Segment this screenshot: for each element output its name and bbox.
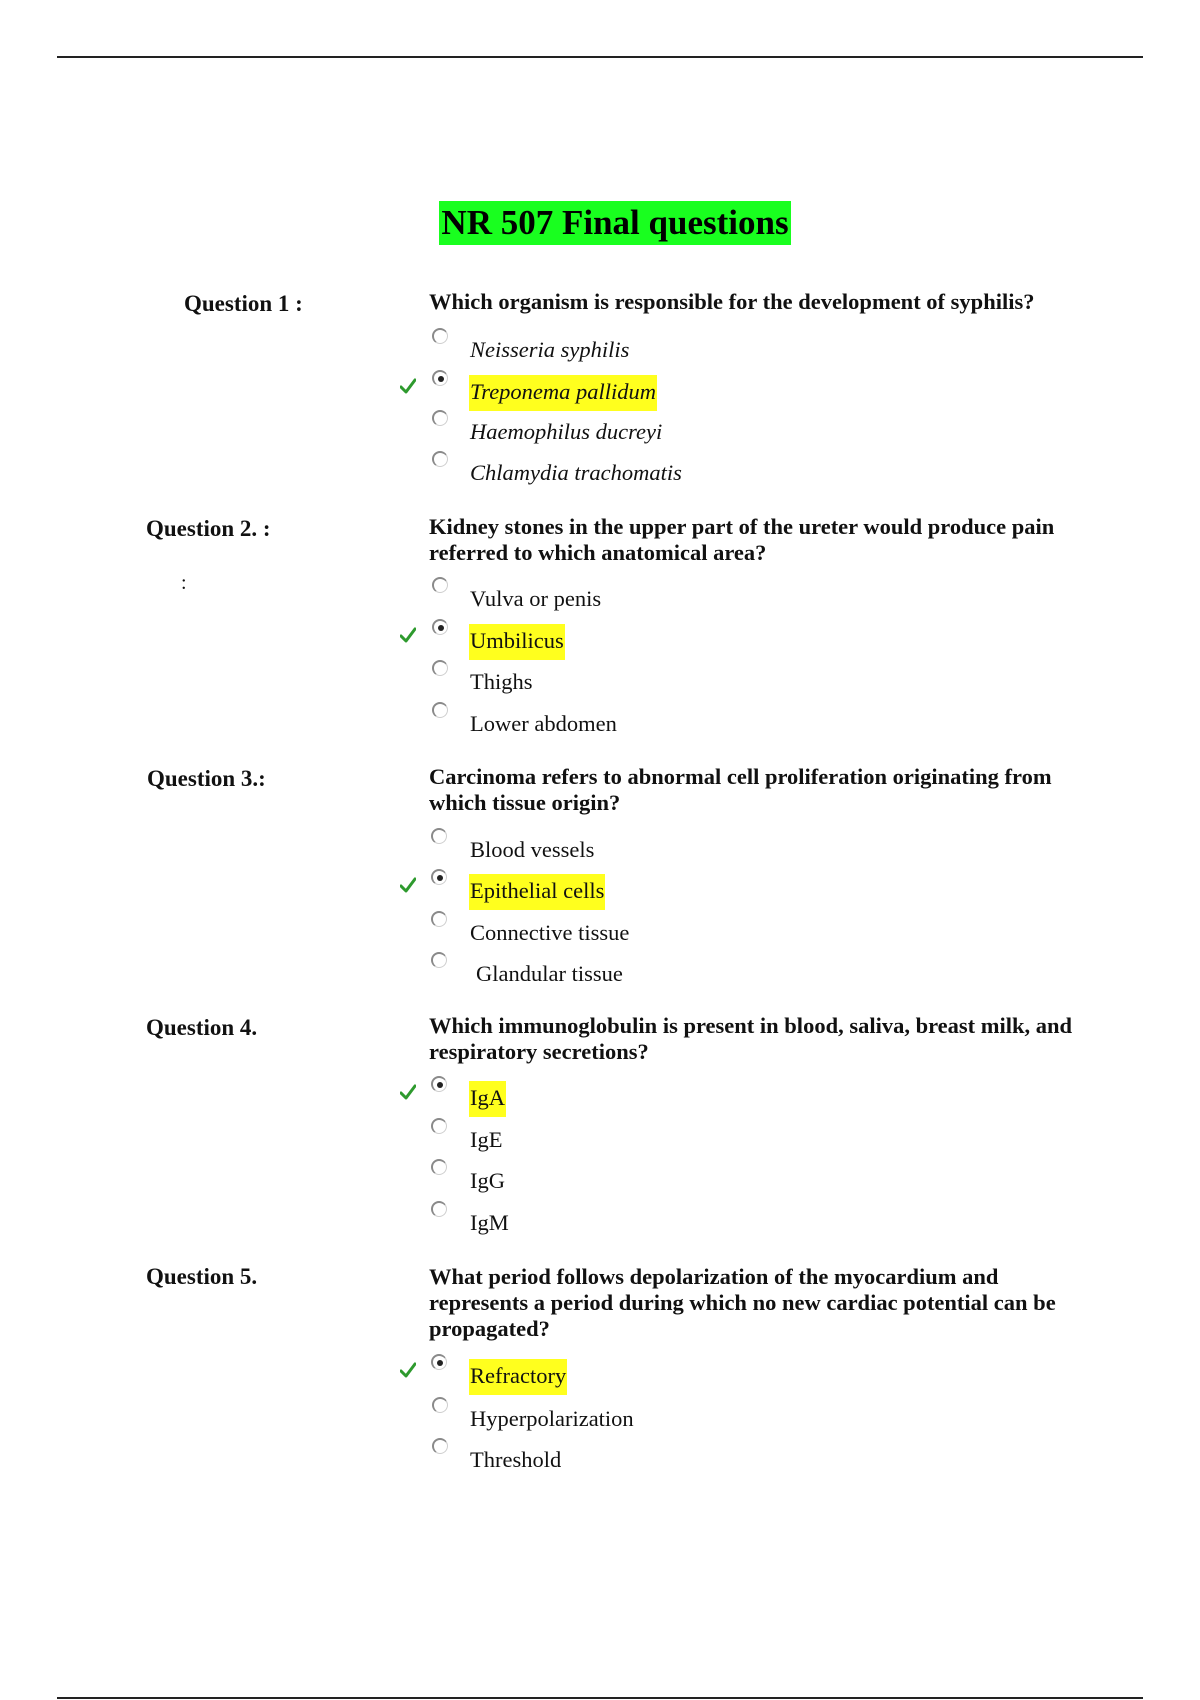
answer-option[interactable]	[0, 618, 1200, 658]
radio-button[interactable]	[432, 702, 448, 718]
option-label: Connective tissue	[470, 920, 630, 945]
radio-button[interactable]	[432, 577, 448, 593]
answer-option[interactable]	[0, 659, 1200, 699]
answer-option[interactable]	[0, 827, 1200, 867]
option-label: Threshold	[470, 1447, 562, 1472]
question-label: Question 3.:	[147, 766, 266, 791]
radio-button[interactable]	[432, 660, 448, 676]
option-label: Lower abdomen	[470, 711, 617, 736]
radio-button[interactable]	[432, 410, 448, 426]
answer-option[interactable]	[0, 1353, 1200, 1393]
question-label: Question 2. :	[146, 516, 271, 541]
radio-button[interactable]	[431, 828, 447, 844]
radio-button-selected[interactable]	[431, 1076, 447, 1092]
option-label: IgG	[470, 1168, 505, 1193]
page-title: NR 507 Final questions	[439, 201, 790, 245]
question-text: Which organism is responsible for the development of syphilis?	[429, 289, 1035, 314]
radio-button-selected[interactable]	[432, 619, 448, 635]
answer-option[interactable]	[0, 327, 1200, 367]
answer-option[interactable]	[0, 1158, 1200, 1198]
radio-button[interactable]	[431, 952, 447, 968]
answer-option[interactable]	[0, 576, 1200, 616]
option-label: Treponema pallidum	[469, 375, 657, 411]
answer-option[interactable]	[0, 1117, 1200, 1157]
correct-check-icon	[400, 1361, 416, 1379]
answer-option[interactable]	[0, 450, 1200, 490]
radio-button-selected[interactable]	[431, 1354, 447, 1370]
top-rule	[57, 56, 1143, 58]
radio-button[interactable]	[432, 1397, 448, 1413]
radio-button[interactable]	[431, 1159, 447, 1175]
question-text: Which immunoglobulin is present in blood, saliva, breast milk, and respiratory secretions?	[429, 1013, 1073, 1064]
option-label: Glandular tissue	[476, 961, 623, 986]
correct-check-icon	[400, 626, 416, 644]
question-text: Carcinoma refers to abnormal cell proliferation originating from which tissue origin?	[429, 764, 1052, 815]
option-label: Hyperpolarization	[470, 1406, 634, 1431]
radio-button[interactable]	[431, 1118, 447, 1134]
option-label: Chlamydia trachomatis	[470, 460, 682, 485]
radio-button[interactable]	[432, 328, 448, 344]
option-label: Blood vessels	[470, 837, 595, 862]
answer-option[interactable]	[0, 369, 1200, 409]
option-label: Refractory	[469, 1359, 567, 1395]
option-label: Vulva or penis	[470, 586, 602, 611]
answer-option[interactable]	[0, 951, 1200, 991]
radio-button[interactable]	[431, 911, 447, 927]
answer-option[interactable]	[0, 910, 1200, 950]
radio-button[interactable]	[431, 1201, 447, 1217]
title-wrap	[0, 201, 1200, 245]
radio-button-selected[interactable]	[432, 370, 448, 386]
answer-option[interactable]	[0, 1437, 1200, 1477]
option-label: Epithelial cells	[469, 874, 605, 910]
answer-option[interactable]	[0, 701, 1200, 741]
question-text: What period follows depolarization of the myocardium and represents a period during which no new cardiac potential can be propagated?	[429, 1264, 1056, 1341]
radio-button-selected[interactable]	[431, 869, 447, 885]
option-label: IgA	[469, 1081, 506, 1117]
answer-option[interactable]	[0, 1396, 1200, 1436]
radio-button[interactable]	[432, 1438, 448, 1454]
answer-option[interactable]	[0, 409, 1200, 449]
correct-check-icon	[400, 876, 416, 894]
answer-option[interactable]	[0, 1200, 1200, 1240]
option-label: Neisseria syphilis	[470, 337, 630, 362]
answer-option[interactable]	[0, 1075, 1200, 1115]
option-label: Thighs	[470, 669, 533, 694]
answer-option[interactable]	[0, 868, 1200, 908]
question-text: Kidney stones in the upper part of the ureter would produce pain referred to which anatomical area?	[429, 514, 1055, 565]
option-label: Haemophilus ducreyi	[470, 419, 663, 444]
question-label: Question 4.	[146, 1015, 258, 1040]
correct-check-icon	[400, 377, 416, 395]
option-label: IgM	[470, 1210, 509, 1235]
correct-check-icon	[400, 1083, 416, 1101]
question-extra-colon: :	[181, 572, 187, 594]
radio-button[interactable]	[432, 451, 448, 467]
question-label: Question 1 :	[184, 291, 303, 316]
option-label: IgE	[470, 1127, 503, 1152]
question-label: Question 5.	[146, 1264, 258, 1289]
option-label: Umbilicus	[469, 624, 565, 660]
bottom-rule	[57, 1697, 1143, 1699]
